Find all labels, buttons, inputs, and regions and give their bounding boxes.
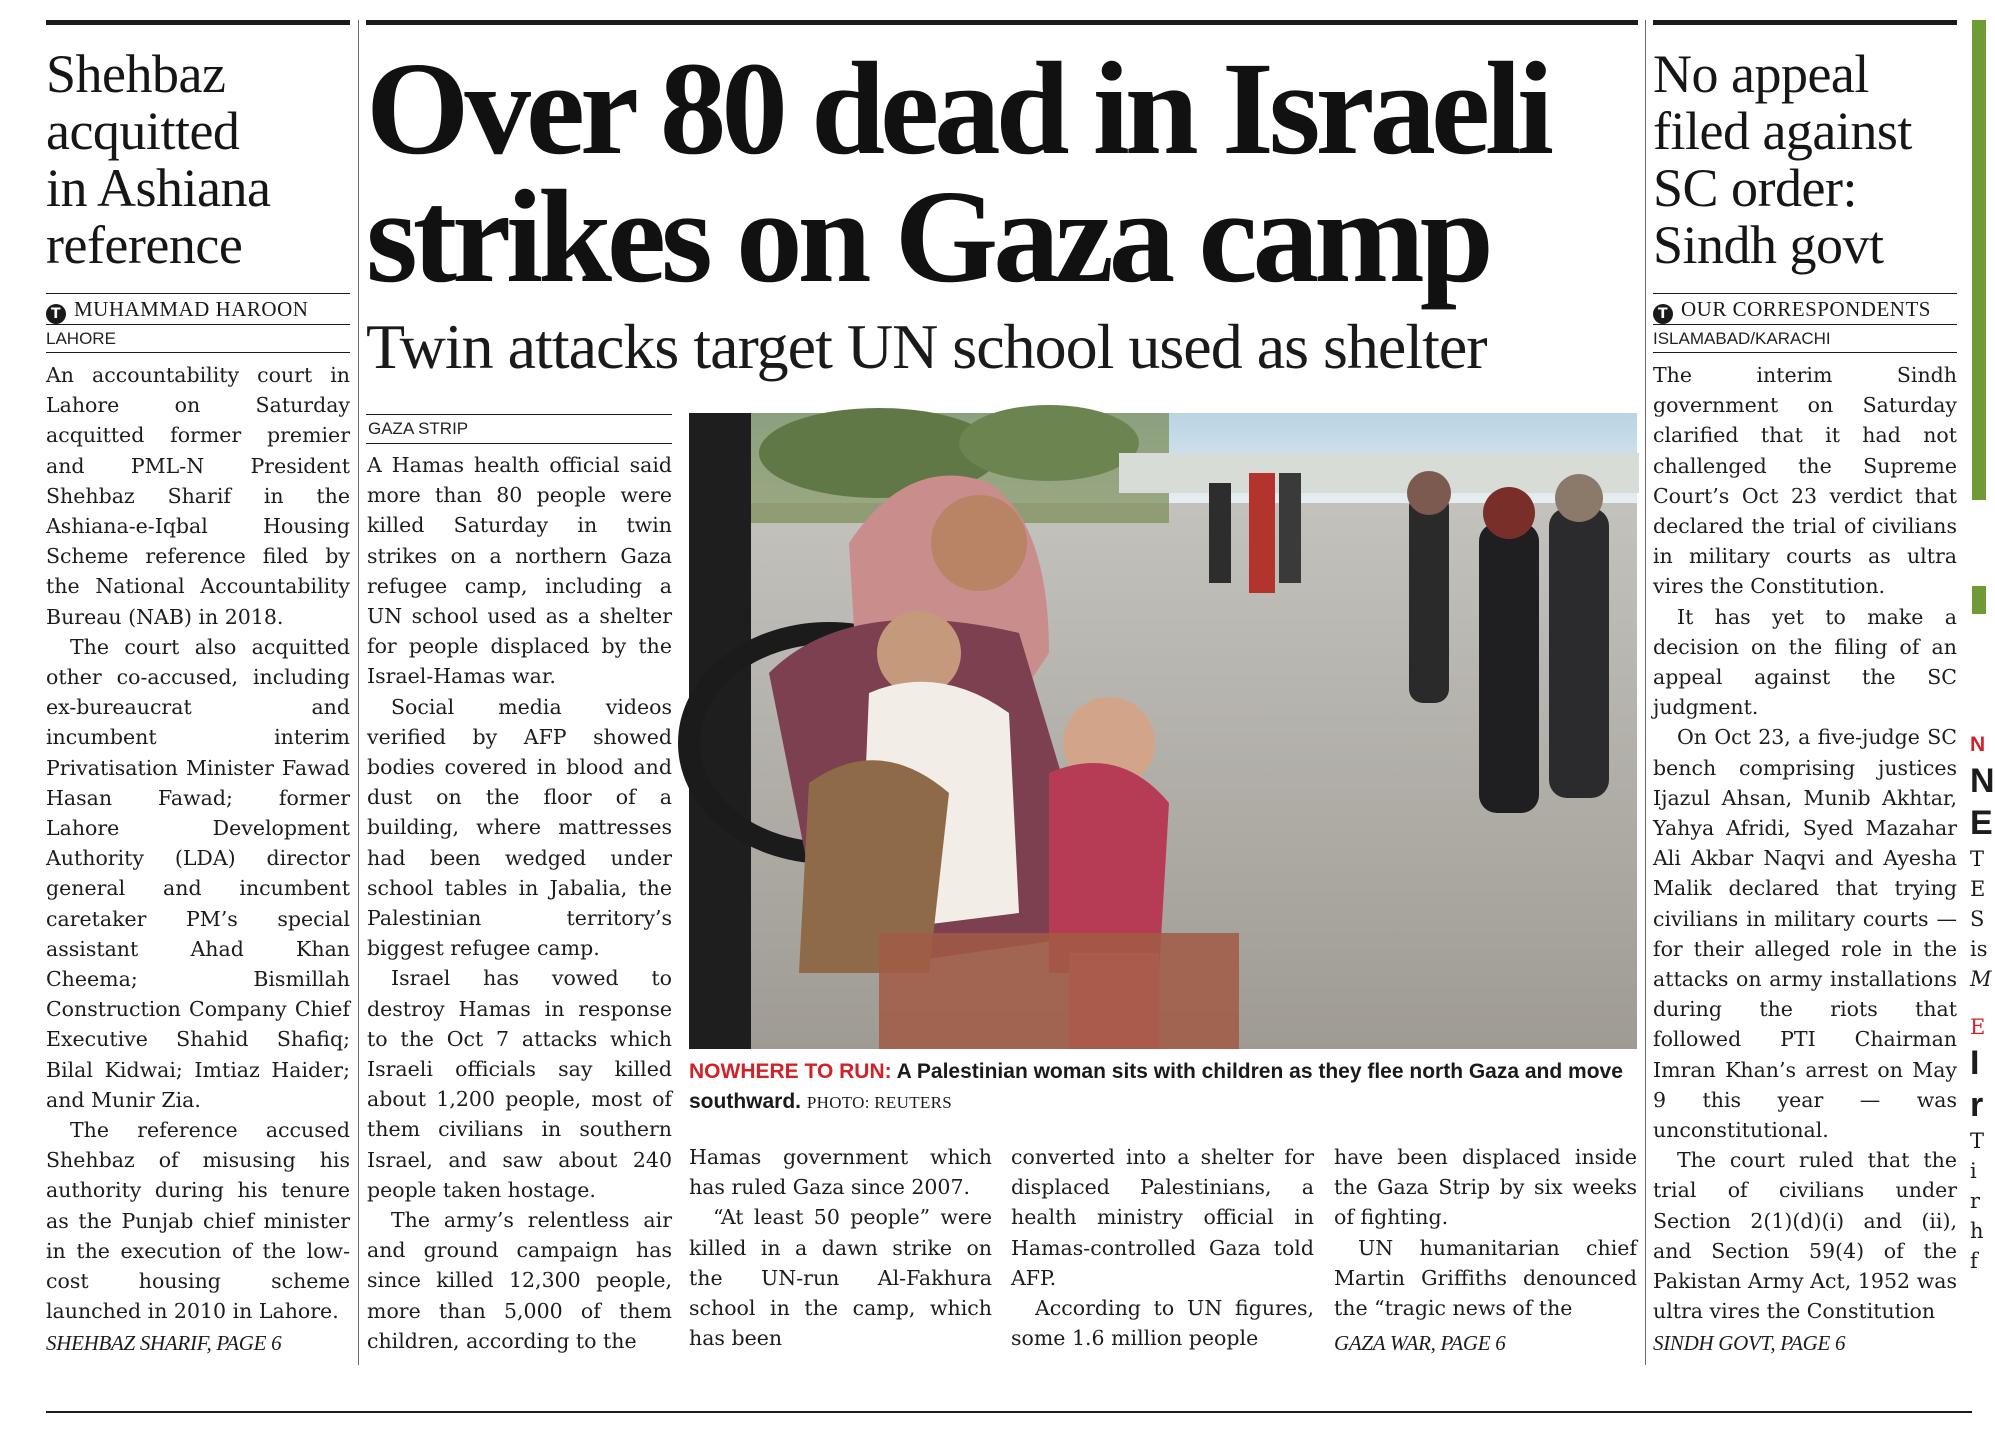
- edge-letter: E: [1970, 877, 1986, 901]
- edge-letter: N: [1970, 762, 1995, 800]
- headline-line: Shehbaz: [46, 44, 226, 104]
- headline-line: in Ashiana: [46, 158, 271, 218]
- headline-line: Sindh govt: [1653, 215, 1884, 275]
- main-col-2: [689, 1142, 992, 1353]
- dateline-rule: [366, 443, 672, 444]
- caption-text: A Palestinian woman sits with children as they flee north Gaza and move southward.: [689, 1060, 1623, 1113]
- headline-line: SC order:: [1653, 158, 1857, 218]
- paragraph: On Oct 23, a five-judge SC bench comprising justices Ijazul Ahsan, Munib Akhtar, Yahya Afridi, Syed Mazahar Ali Akbar Naqvi and Ayesha Malik declared that trying civilians in military courts — for their alleged role in the attacks on army installations during the riots that followed PTI Chairman Imran Khan’s arrest on May 9 this year — was unconstitutional.: [1653, 725, 1957, 1143]
- top-rule-right: [1653, 20, 1957, 25]
- paragraph: It has yet to make a decision on the filing of an appeal against the SC judgment.: [1653, 604, 1957, 720]
- headline-line: No appeal: [1653, 44, 1869, 104]
- edge-letter: E: [1970, 804, 1993, 842]
- edge-letter: f: [1970, 1249, 1978, 1273]
- right-jump-link[interactable]: SINDH GOVT, PAGE 6: [1653, 1331, 1846, 1355]
- edge-letter: T: [1970, 1129, 1985, 1153]
- edge-green-strip: [1972, 20, 1986, 500]
- headline-line: strikes on Gaza camp: [366, 162, 1489, 310]
- left-story-headline: [46, 46, 356, 274]
- right-byline: [1653, 294, 1931, 324]
- paragraph: Hamas government which has ruled Gaza since 2007.: [689, 1145, 992, 1200]
- main-col-1: [367, 450, 672, 1356]
- headline-line: acquitted: [46, 101, 240, 161]
- bottom-rule: [46, 1411, 1972, 1413]
- photo-caption: [689, 1057, 1637, 1118]
- byline-text: MUHAMMAD HAROON: [74, 297, 309, 321]
- edge-text-column: [1970, 730, 1995, 1276]
- edge-letter: N: [1970, 733, 1986, 756]
- main-dateline: GAZA STRIP: [368, 419, 469, 438]
- tribune-t-icon: T: [46, 304, 66, 324]
- edge-letter: h: [1970, 1219, 1984, 1243]
- column-separator: [358, 20, 359, 1365]
- paragraph: “At least 50 people” were killed in a dawn strike on the UN-run Al-Fakhura school in the camp, which has been: [689, 1205, 992, 1351]
- top-rule-center: [366, 20, 1638, 25]
- paragraph: have been displaced inside the Gaza Strip by six weeks of fighting.: [1334, 1145, 1637, 1230]
- left-byline: [46, 294, 308, 324]
- edge-letter: r: [1970, 1086, 1984, 1124]
- paragraph: The court ruled that the trial of civilians under Section 2(1)(d)(i) and (ii), and Section 59(4) of the Pakistan Army Act, 1952 was ultra vires the Constitution: [1653, 1148, 1957, 1324]
- byline-rule: [46, 324, 350, 325]
- main-jump-link[interactable]: GAZA WAR, PAGE 6: [1334, 1331, 1506, 1355]
- paragraph: The interim Sindh government on Saturday clarified that it had not challenged the Supreme Court’s Oct 23 verdict that declared the trial of civilians in military courts as ultra vires the Constitution.: [1653, 363, 1957, 599]
- main-col-3: [1011, 1142, 1314, 1353]
- edge-letter: is: [1970, 937, 1988, 961]
- paragraph: The reference accused Shehbaz of misusing his authority during his tenure as the Punjab chief minister in the execution of the low-cost housing scheme launched in 2010 in Lahore.: [46, 1118, 350, 1324]
- top-rule-left: [46, 20, 350, 25]
- left-story-body: [46, 360, 350, 1327]
- paragraph: An accountability court in Lahore on Saturday acquitted former premier and PML-N President Shehbaz Sharif in the Ashiana-e-Iqbal Housing Scheme reference filed by the National Accountability Bureau (NAB) in 2018.: [46, 363, 350, 629]
- dateline-rule: [366, 414, 672, 415]
- headline-line: filed against: [1653, 101, 1912, 161]
- edge-letter: I: [1970, 1044, 1980, 1082]
- headline-line: Over 80 dead in Israeli: [366, 34, 1549, 182]
- byline-rule: [1653, 324, 1957, 325]
- dateline-rule: [46, 352, 350, 353]
- paragraph: UN humanitarian chief Martin Griffiths denounced the “tragic news of the: [1334, 1235, 1637, 1321]
- edge-letter: S: [1970, 907, 1985, 931]
- edge-letter: E: [1970, 1015, 1986, 1039]
- left-jump-link[interactable]: SHEHBAZ SHARIF, PAGE 6: [46, 1331, 282, 1355]
- paragraph: The army’s relentless air and ground campaign has since killed 12,300 people, more than 5,000 of them children, according to the: [367, 1208, 672, 1353]
- dateline-rule: [1653, 352, 1957, 353]
- edge-letter: r: [1970, 1189, 1981, 1213]
- left-dateline: LAHORE: [46, 329, 116, 348]
- main-col-4: [1334, 1142, 1637, 1323]
- photo-credit: PHOTO: REUTERS: [806, 1093, 952, 1112]
- paragraph: According to UN figures, some 1.6 million people: [1011, 1296, 1314, 1351]
- headline-line: reference: [46, 215, 243, 275]
- edge-letter: T: [1970, 847, 1985, 871]
- edge-letter: i: [1970, 1159, 1977, 1183]
- paragraph: Social media videos verified by AFP showed bodies covered in blood and dust on the floor of a building, where mattresses had been wedged under school tables in Jabalia, the Palestinian territory’s biggest refugee camp.: [367, 694, 672, 961]
- right-dateline: ISLAMABAD/KARACHI: [1653, 329, 1831, 348]
- paragraph: A Hamas health official said more than 80 people were killed Saturday in twin strikes on a northern Gaza refugee camp, including a UN school used as a shelter for people displaced by the Israel-Hamas war.: [367, 453, 672, 689]
- paragraph: converted into a shelter for displaced Palestinians, a health ministry official in Hamas-controlled Gaza told AFP.: [1011, 1145, 1314, 1290]
- byline-text: OUR CORRESPONDENTS: [1681, 297, 1931, 321]
- caption-kicker: NOWHERE TO RUN:: [689, 1060, 892, 1083]
- paragraph: The court also acquitted other co-accused, including ex-bureaucrat and incumbent interim Privatisation Minister Fawad Hasan Fawad; former Lahore Development Authority (LDA) director general and incumbent caretaker PM’s special assistant Ahad Khan Cheema; Bismillah Construction Company Chief Executive Shahid Shafiq; Bilal Kidwai; Imtiaz Haider; and Munir Zia.: [46, 634, 350, 1112]
- tribune-t-icon: T: [1653, 304, 1673, 324]
- main-headline: [366, 34, 1638, 310]
- main-photo: [689, 413, 1637, 1049]
- right-story-body: [1653, 360, 1957, 1327]
- right-story-headline: [1653, 46, 1963, 274]
- edge-letter: M: [1970, 967, 1992, 991]
- column-separator: [1645, 20, 1646, 1365]
- paragraph: Israel has vowed to destroy Hamas in response to the Oct 7 attacks which Israeli officials say killed about 1,200 people, most of them civilians in southern Israel, and saw about 240 people taken hostage.: [367, 966, 672, 1202]
- photo-scene-illustration: [689, 413, 1637, 1049]
- main-subhead: Twin attacks target UN school used as shelter: [366, 311, 1487, 382]
- edge-green-block: [1972, 586, 1986, 614]
